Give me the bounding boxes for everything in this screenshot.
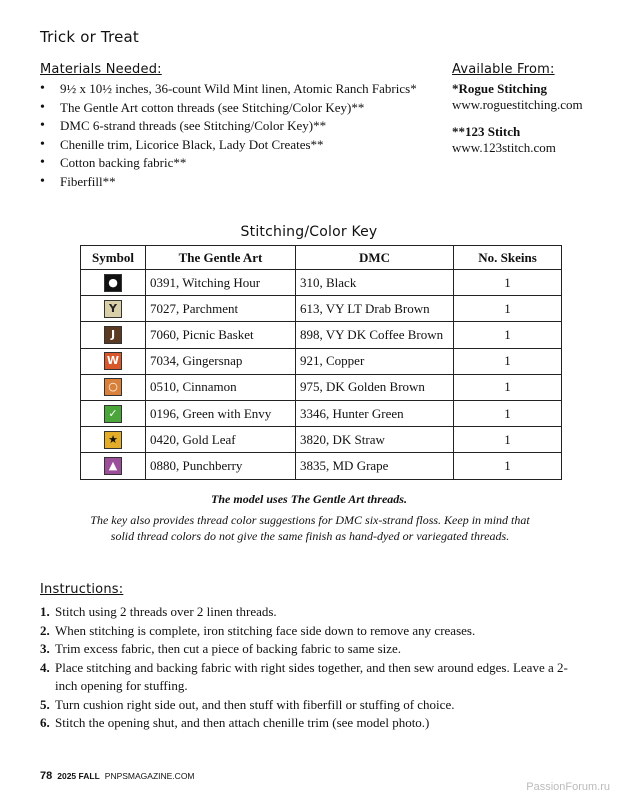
instruction-step [40, 640, 585, 659]
gentle-art-cell: 0880, Punchberry [146, 453, 296, 479]
step-number: 5. [40, 696, 50, 712]
gentle-art-cell: 7034, Gingersnap [146, 348, 296, 374]
instruction-step [40, 603, 585, 622]
site-label: PNPSMAGAZINE.COM [104, 771, 195, 781]
list-item: • Chenille trim, Licorice Black, Lady Dot Creates** [40, 136, 417, 155]
model-note: The model uses The Gentle Art threads. [211, 492, 407, 506]
column-header-skeins: No. Skeins [454, 246, 562, 270]
instruction-step [40, 622, 585, 641]
list-item: • Cotton backing fabric** [40, 154, 417, 173]
list-item: • The Gentle Art cotton threads (see Stitching/Color Key)** [40, 99, 417, 118]
dmc-cell: 310, Black [296, 270, 454, 296]
skeins-cell: 1 [454, 453, 562, 479]
instructions-list [40, 603, 585, 733]
skeins-cell: 1 [454, 348, 562, 374]
list-item: • 9½ x 10½ inches, 36-count Wild Mint linen, Atomic Ranch Fabrics* [40, 80, 417, 99]
symbol-cell [81, 296, 146, 322]
column-header-symbol: Symbol [81, 246, 146, 270]
dmc-cell: 921, Copper [296, 348, 454, 374]
source-url: www.123stitch.com [452, 140, 556, 155]
gentle-art-cell: 0391, Witching Hour [146, 270, 296, 296]
skeins-cell: 1 [454, 400, 562, 426]
page-number: 78 [40, 770, 53, 782]
skeins-cell: 1 [454, 322, 562, 348]
source-123-stitch [452, 124, 556, 156]
step-text: Stitch using 2 threads over 2 linen threads. [55, 604, 277, 619]
table-row [81, 453, 562, 479]
issue-label: 2025 FALL [57, 771, 100, 781]
source-name: *Rogue Stitching [452, 81, 547, 96]
step-number: 6. [40, 715, 50, 730]
source-rogue-stitching [452, 81, 583, 113]
instructions-heading: Instructions: [40, 582, 124, 597]
table-row [81, 374, 562, 400]
gentle-art-cell: 0510, Cinnamon [146, 374, 296, 400]
table-row [81, 322, 562, 348]
step-text: Turn cushion right side out, and then stuff with fiberfill or stuffing of choice. [55, 696, 455, 712]
star-symbol-icon: ★ [104, 431, 122, 449]
table-header-row [81, 246, 562, 270]
key-note: The key also provides thread color suggestions for DMC six-strand floss. Keep in mind that solid thread colors do not give the same finish as hand-dyed or variegated threads. [90, 513, 530, 543]
step-number: 2. [40, 622, 50, 638]
table-row [81, 348, 562, 374]
symbol-cell [81, 322, 146, 348]
watermark: PassionForum.ru [526, 781, 610, 793]
table-row [81, 296, 562, 322]
gentle-art-cell: 0420, Gold Leaf [146, 427, 296, 453]
symbol-cell [81, 453, 146, 479]
open-circle-symbol-icon: ○ [104, 378, 122, 396]
source-name: **123 Stitch [452, 124, 521, 139]
letter-w-symbol-icon: W [104, 352, 122, 370]
symbol-cell [81, 374, 146, 400]
dmc-cell: 613, VY LT Drab Brown [296, 296, 454, 322]
materials-heading: Materials Needed: [40, 62, 162, 77]
letter-y-symbol-icon: Y [104, 300, 122, 318]
available-from-heading: Available From: [452, 62, 555, 77]
symbol-cell [81, 348, 146, 374]
page-footer [40, 770, 195, 782]
skeins-cell: 1 [454, 374, 562, 400]
step-text: When stitching is complete, iron stitching face side down to remove any creases. [55, 622, 476, 638]
dmc-cell: 975, DK Golden Brown [296, 374, 454, 400]
dmc-cell: 3820, DK Straw [296, 427, 454, 453]
gentle-art-cell: 7060, Picnic Basket [146, 322, 296, 348]
color-key-table [80, 245, 562, 480]
symbol-cell [81, 400, 146, 426]
step-text: Trim excess fabric, then cut a piece of backing fabric to same size. [55, 641, 402, 656]
skeins-cell: 1 [454, 296, 562, 322]
step-number: 4. [40, 659, 50, 675]
color-key-title: Stitching/Color Key [240, 224, 378, 240]
materials-list [40, 80, 417, 191]
table-row [81, 427, 562, 453]
page-title: Trick or Treat [40, 28, 140, 46]
checkmark-symbol-icon: ✓ [104, 405, 122, 423]
skeins-cell: 1 [454, 270, 562, 296]
step-number: 3. [40, 641, 50, 656]
dmc-cell: 3835, MD Grape [296, 453, 454, 479]
skeins-cell: 1 [454, 427, 562, 453]
dmc-cell: 898, VY DK Coffee Brown [296, 322, 454, 348]
triangle-symbol-icon: ▲ [104, 457, 122, 475]
letter-j-symbol-icon: J [104, 326, 122, 344]
instruction-step [40, 659, 585, 696]
symbol-cell [81, 270, 146, 296]
gentle-art-cell: 0196, Green with Envy [146, 400, 296, 426]
table-row [81, 270, 562, 296]
table-row [81, 400, 562, 426]
list-item: • Fiberfill** [40, 173, 417, 192]
step-text: Place stitching and backing fabric with right sides together, and then sew around edges. Leave a 2-inch opening for stuffing. [55, 659, 568, 693]
source-url: www.roguestitching.com [452, 97, 583, 112]
instruction-step [40, 696, 585, 715]
symbol-cell [81, 427, 146, 453]
step-number: 1. [40, 604, 50, 619]
column-header-dmc: DMC [296, 246, 454, 270]
gentle-art-cell: 7027, Parchment [146, 296, 296, 322]
column-header-gentle-art: The Gentle Art [146, 246, 296, 270]
dmc-cell: 3346, Hunter Green [296, 400, 454, 426]
list-item: • DMC 6-strand threads (see Stitching/Color Key)** [40, 117, 417, 136]
filled-circle-symbol-icon: ● [104, 274, 122, 292]
step-text: Stitch the opening shut, and then attach chenille trim (see model photo.) [55, 715, 430, 730]
instruction-step [40, 714, 585, 733]
